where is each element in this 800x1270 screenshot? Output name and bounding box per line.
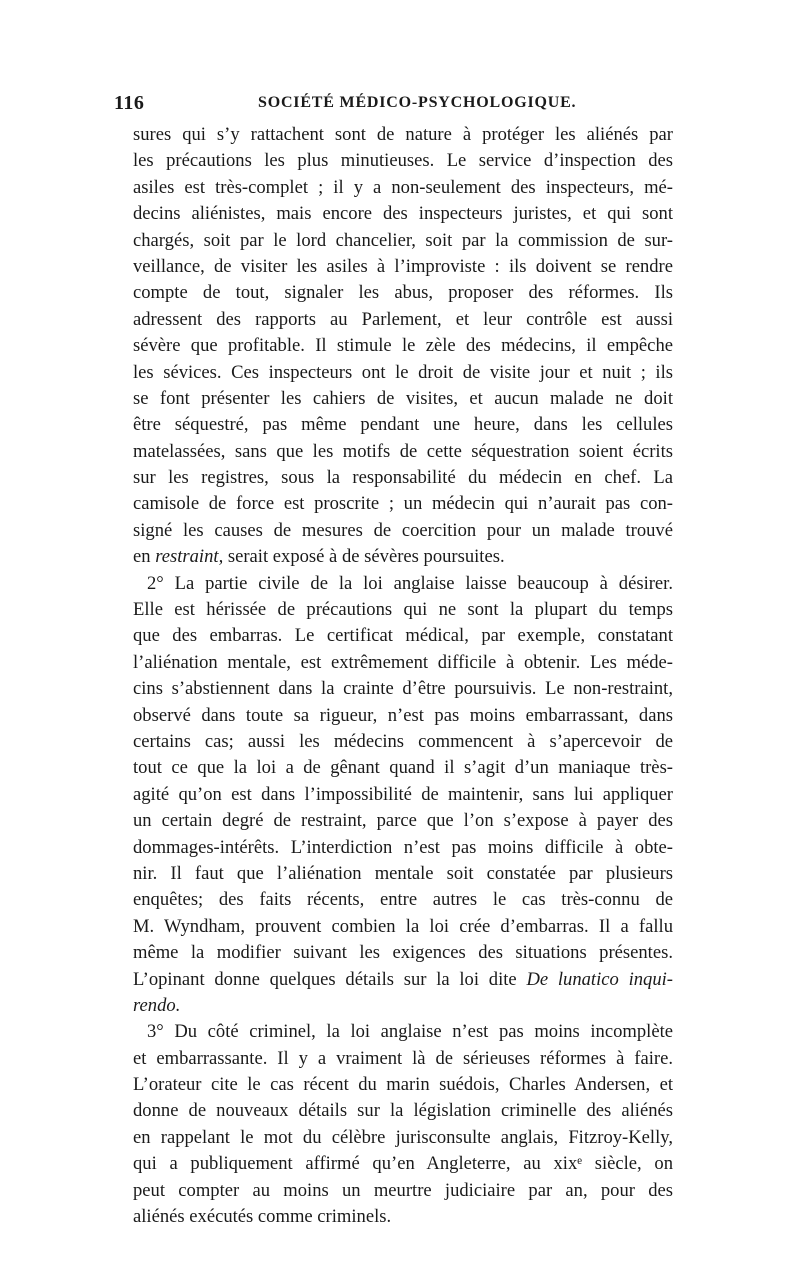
- text-line: decins aliénistes, mais encore des inspecteurs juristes, et qui sont: [133, 203, 673, 225]
- text-line: sévère que profitable. Il stimule le zèle des médecins, il empêche: [133, 335, 673, 357]
- text-line: asiles est très-complet ; il y a non-seulement des inspecteurs, mé-: [133, 176, 673, 198]
- text-line: et embarrassante. Il y a vraiment là de sérieuses réformes à faire.: [133, 1047, 673, 1069]
- text-line: dommages-intérêts. L’interdiction n’est pas moins difficile à obte-: [133, 836, 673, 858]
- text-line: camisole de force est proscrite ; un médecin qui n’aurait pas con-: [133, 493, 673, 515]
- page-number: 116: [114, 92, 145, 114]
- text-line: les précautions les plus minutieuses. Le service d’inspection des: [133, 150, 673, 172]
- text-line: donne de nouveaux détails sur la législation criminelle des aliénés: [133, 1100, 673, 1122]
- text-line: sures qui s’y rattachent sont de nature à protéger les aliénés par: [133, 124, 673, 145]
- running-head: SOCIÉTÉ MÉDICO-PSYCHOLOGIQUE.: [258, 94, 577, 111]
- text-line: agité qu’on est dans l’impossibilité de maintenir, sans lui appliquer: [133, 783, 673, 805]
- text-line: sur les registres, sous la responsabilité du médecin en chef. La: [133, 467, 673, 489]
- text-line: signé les causes de mesures de coercition pour un malade trouvé: [133, 519, 673, 541]
- text-line: être séquestré, pas même pendant une heure, dans les cellules: [133, 414, 673, 436]
- text-line: adressent des rapports au Parlement, et leur contrôle est aussi: [133, 308, 673, 330]
- text-run: en: [133, 546, 156, 568]
- text-line: [133, 967, 673, 993]
- text-line: l’aliénation mentale, est extrêmement difficile à obtenir. Les méde-: [133, 651, 673, 673]
- text-line: les sévices. Ces inspecteurs ont le droit de visite jour et nuit ; ils: [133, 361, 673, 383]
- text-line: peut compter au moins un meurtre judiciaire par an, pour des: [133, 1179, 673, 1201]
- text-line: que des embarras. Le certificat médical, par exemple, constatant: [133, 625, 673, 647]
- text-line: observé dans toute sa rigueur, n’est pas moins embarrassant, dans: [133, 704, 673, 726]
- text-line: un certain degré de restraint, parce que l’on s’expose à payer des: [133, 810, 673, 832]
- text-line: [133, 544, 673, 570]
- text-line: 3° Du côté criminel, la loi anglaise n’est pas moins incomplète: [147, 1021, 673, 1043]
- text-line: aliénés exécutés comme criminels.: [133, 1206, 392, 1228]
- text-line: en rappelant le mot du célèbre jurisconsulte anglais, Fitzroy-Kelly,: [133, 1126, 673, 1148]
- text-line: cins s’abstiennent dans la crainte d’être poursuivis. Le non-restraint,: [133, 678, 673, 700]
- text-line: veillance, de visiter les asiles à l’improviste : ils doivent se rendre: [133, 255, 673, 277]
- text-line: compte de tout, signaler les abus, proposer des réformes. Ils: [133, 282, 673, 304]
- text-line: M. Wyndham, prouvent combien la loi crée d’embarras. Il a fallu: [133, 915, 673, 937]
- italic-text: rendo.: [133, 994, 181, 1016]
- text-line: L’orateur cite le cas récent du marin suédois, Charles Andersen, et: [133, 1074, 673, 1096]
- text-line: 2° La partie civile de la loi anglaise laisse beaucoup à désirer.: [147, 572, 673, 594]
- text-run: L’opinant donne quelques détails sur la loi dite: [133, 968, 527, 990]
- text-line: se font présenter les cahiers de visites, et aucun malade ne doit: [133, 387, 673, 409]
- text-run: serait exposé à de sévères poursuites.: [223, 546, 505, 568]
- text-line: qui a publiquement affirmé qu’en Angleterre, au xixᵉ siècle, on: [133, 1153, 673, 1175]
- text-line: [133, 993, 673, 1019]
- text-line: chargés, soit par le lord chancelier, soit par la commission de sur-: [133, 229, 673, 251]
- italic-text: restraint,: [155, 546, 224, 568]
- text-line: même la modifier suivant les exigences des situations présentes.: [133, 942, 673, 964]
- body-text: [133, 122, 673, 1230]
- text-line: nir. Il faut que l’aliénation mentale soit constatée par plusieurs: [133, 862, 673, 884]
- text-line: tout ce que la loi a de gênant quand il s’agit d’un maniaque très-: [133, 757, 673, 779]
- italic-text: De lunatico inqui-: [526, 968, 673, 990]
- text-line: matelassées, sans que les motifs de cette séquestration soient écrits: [133, 440, 673, 462]
- text-line: Elle est hérissée de précautions qui ne sont la plupart du temps: [133, 599, 673, 621]
- text-line: certains cas; aussi les médecins commencent à s’apercevoir de: [133, 730, 673, 752]
- text-line: enquêtes; des faits récents, entre autres le cas très-connu de: [133, 889, 673, 911]
